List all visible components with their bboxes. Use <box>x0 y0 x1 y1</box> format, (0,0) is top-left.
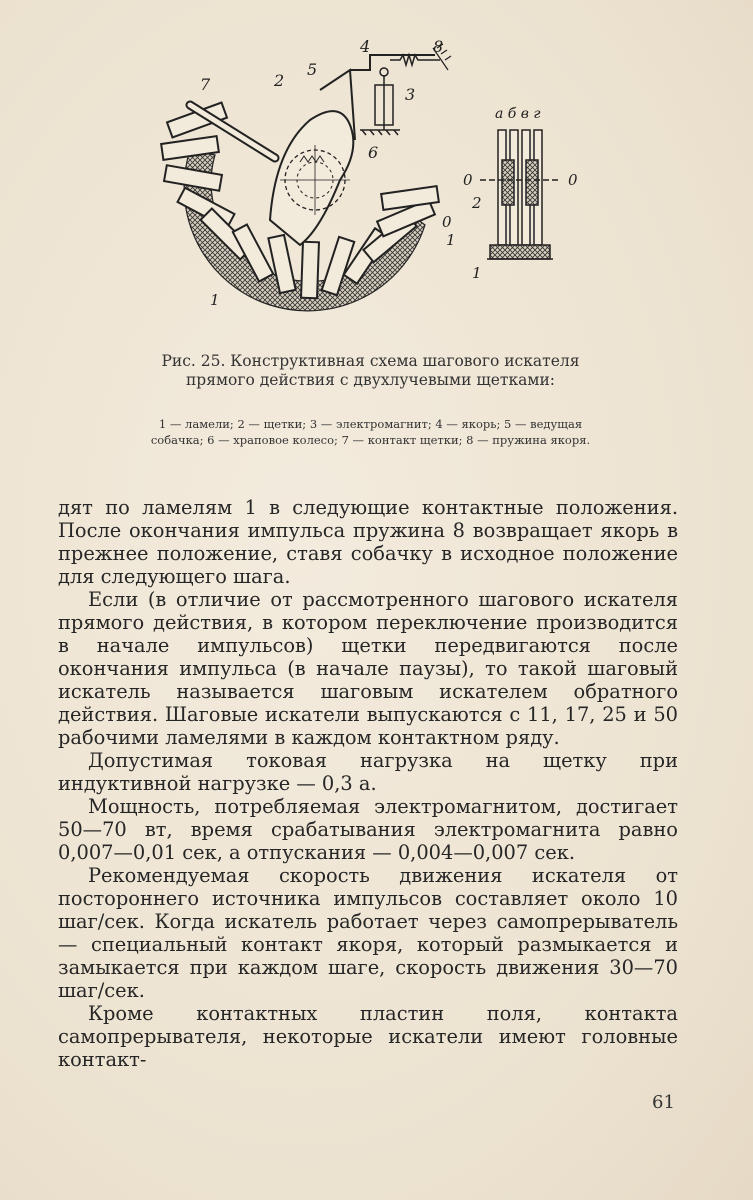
paragraph: Допустимая токовая нагрузка на щетку при индуктивной нагрузке — 0,3 а. <box>58 749 678 795</box>
label-8: 8 <box>433 37 444 56</box>
armature-spring <box>390 55 440 65</box>
paragraph: дят по ламелям 1 в следующие контактные положения. После окончания импульса пружина 8 возвращает якорь в прежнее положение, ставя собачку в исходное положение для следующего шага. <box>58 496 678 588</box>
paragraph: Если (в отличие от рассмотренного шагового искателя прямого действия, в котором переключение производится в начале импульсов) щетки передвигаются после окончания импульса (в начале паузы), то такой шаговый искатель называется шаговым искателем обратного действия. Шаговые искатели выпускаются с 11, 17, 25 и 50 рабочими ламелями в каждом контактном ряду. <box>58 588 678 749</box>
page-number: 61 <box>652 1092 675 1113</box>
armature <box>350 55 435 70</box>
label-abvg: а б в г <box>495 106 541 122</box>
label-2: 2 <box>274 71 285 90</box>
label-3: 3 <box>405 85 416 104</box>
label-1c: 1 <box>472 264 482 282</box>
label-0c: 0 <box>568 171 578 189</box>
label-0a: 0 <box>442 213 452 231</box>
label-7: 7 <box>200 75 211 94</box>
paragraph: Мощность, потребляемая электромагнитом, достигает 50—70 вт, время срабатывания электромагнита равно 0,007—0,01 сек, а отпускания — 0,004—0,007 сек. <box>58 795 678 864</box>
paragraph: Рекомендуемая скорость движения искателя от постороннего источника импульсов составляет около 10 шаг/сек. Когда искатель работает через самопрерыватель — специальный контакт якоря, который размыкается и замыкается при каждом шаге, скорость движения 30—70 шаг/сек. <box>58 864 678 1002</box>
figure-caption: Рис. 25. Конструктивная схема шагового искателя прямого действия с двухлучевыми щетками: <box>161 352 580 389</box>
paragraph: Кроме контактных пластин поля, контакта самопрерывателя, некоторые искатели имеют головные контакт- <box>58 1002 678 1071</box>
label-6: 6 <box>368 143 379 162</box>
stepping-switch-diagram <box>150 30 610 340</box>
label-5: 5 <box>307 60 318 79</box>
label-0b: 0 <box>463 171 473 189</box>
body-text <box>58 496 678 1071</box>
label-1b: 1 <box>210 291 220 309</box>
brush-arm <box>270 111 353 245</box>
figure-legend: 1 — ламели; 2 — щетки; 3 — электромагнит; 4 — якорь; 5 — ведущая собачка; 6 — храповое колесо; 7 — контакт щетки; 8 — пружина якоря. <box>150 417 591 447</box>
electromagnet <box>360 68 400 135</box>
side-view <box>480 130 560 259</box>
label-4: 4 <box>360 37 371 56</box>
label-1a: 1 <box>446 231 456 249</box>
label-2b: 2 <box>472 194 482 212</box>
